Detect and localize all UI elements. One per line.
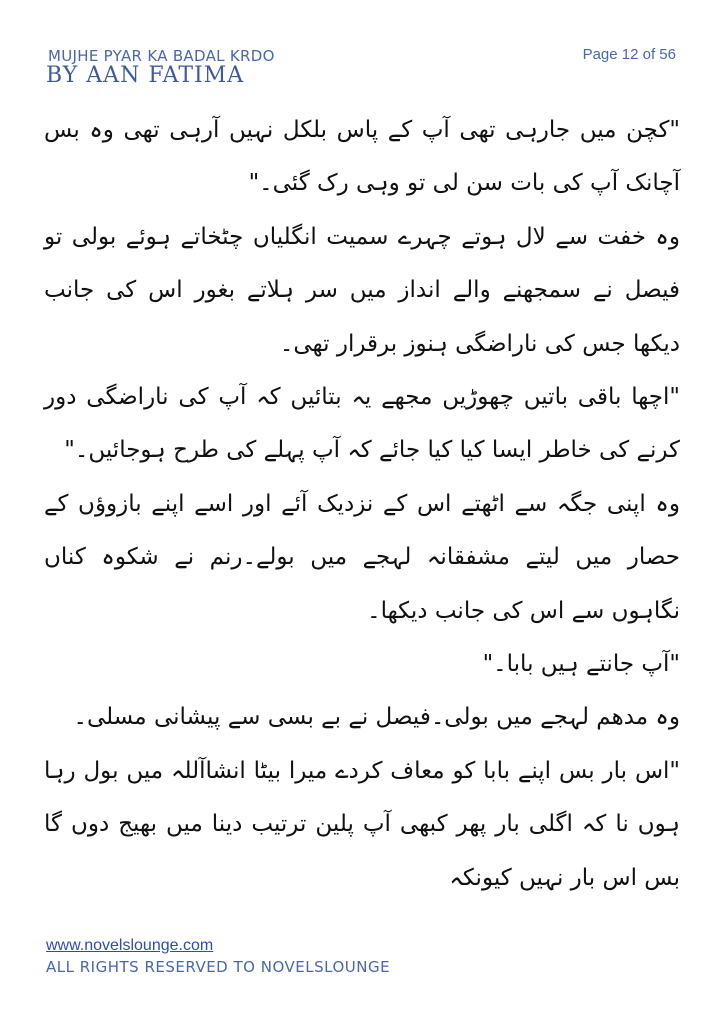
header-author: BY AAN FATIMA xyxy=(46,63,245,88)
rights-notice: ALL RIGHTS RESERVED TO NOVELSLOUNGE xyxy=(46,958,391,976)
paragraph: "اچھا باقی باتیں چھوڑیں مجھے یہ بتائیں کہ آپ کی ناراضگی دور کرنے کی خاطر ایسا کیا کیا جائے کہ آپ پہلے کی طرح ہوجائیں۔" xyxy=(44,384,680,464)
page-number: Page 12 of 56 xyxy=(582,46,676,63)
header-title: MUJHE PYAR KA BADAL KRDO xyxy=(48,47,275,65)
website-link[interactable]: www.novelslounge.com xyxy=(46,937,214,954)
paragraph: وہ اپنی جگہ سے اٹھتے اس کے نزدیک آئے اور اسے اپنے بازوؤں کے حصار میں لیتے مشفقانہ لہجے میں بولے۔رنم نے شکوہ کناں نگاہوں سے اس کی جانب دیکھا۔ xyxy=(44,490,680,624)
paragraph: "اس بار بس اپنے بابا کو معاف کردے میرا بیٹا انشاآللہ میں بول رہا ہوں نا کہ اگلی بار پھر کبھی آپ پلین ترتیب دینا میں بھیج دوں گا بس اس بار نہیں کیونکہ xyxy=(44,757,680,891)
document-body xyxy=(44,104,680,905)
paragraph: "آپ جانتے ہیں بابا۔" xyxy=(482,651,680,678)
paragraph: وہ خفت سے لال ہوتے چہرے سمیت انگلیاں چٹخاتے ہوئے بولی تو فیصل نے سمجھنے والے انداز میں سر ہلاتے بغور اس کی جانب دیکھا جس کی ناراضگی ہنوز برقرار تھی۔ xyxy=(44,223,680,357)
paragraph: وہ مدھم لہجے میں بولی۔فیصل نے بے بسی سے پیشانی مسلی۔ xyxy=(73,704,680,731)
paragraph: "کچن میں جارہی تھی آپ کے پاس بلکل نہیں آرہی تھی وہ بس آچانک آپ کی بات سن لی تو وہی رک گئی۔" xyxy=(44,117,680,197)
